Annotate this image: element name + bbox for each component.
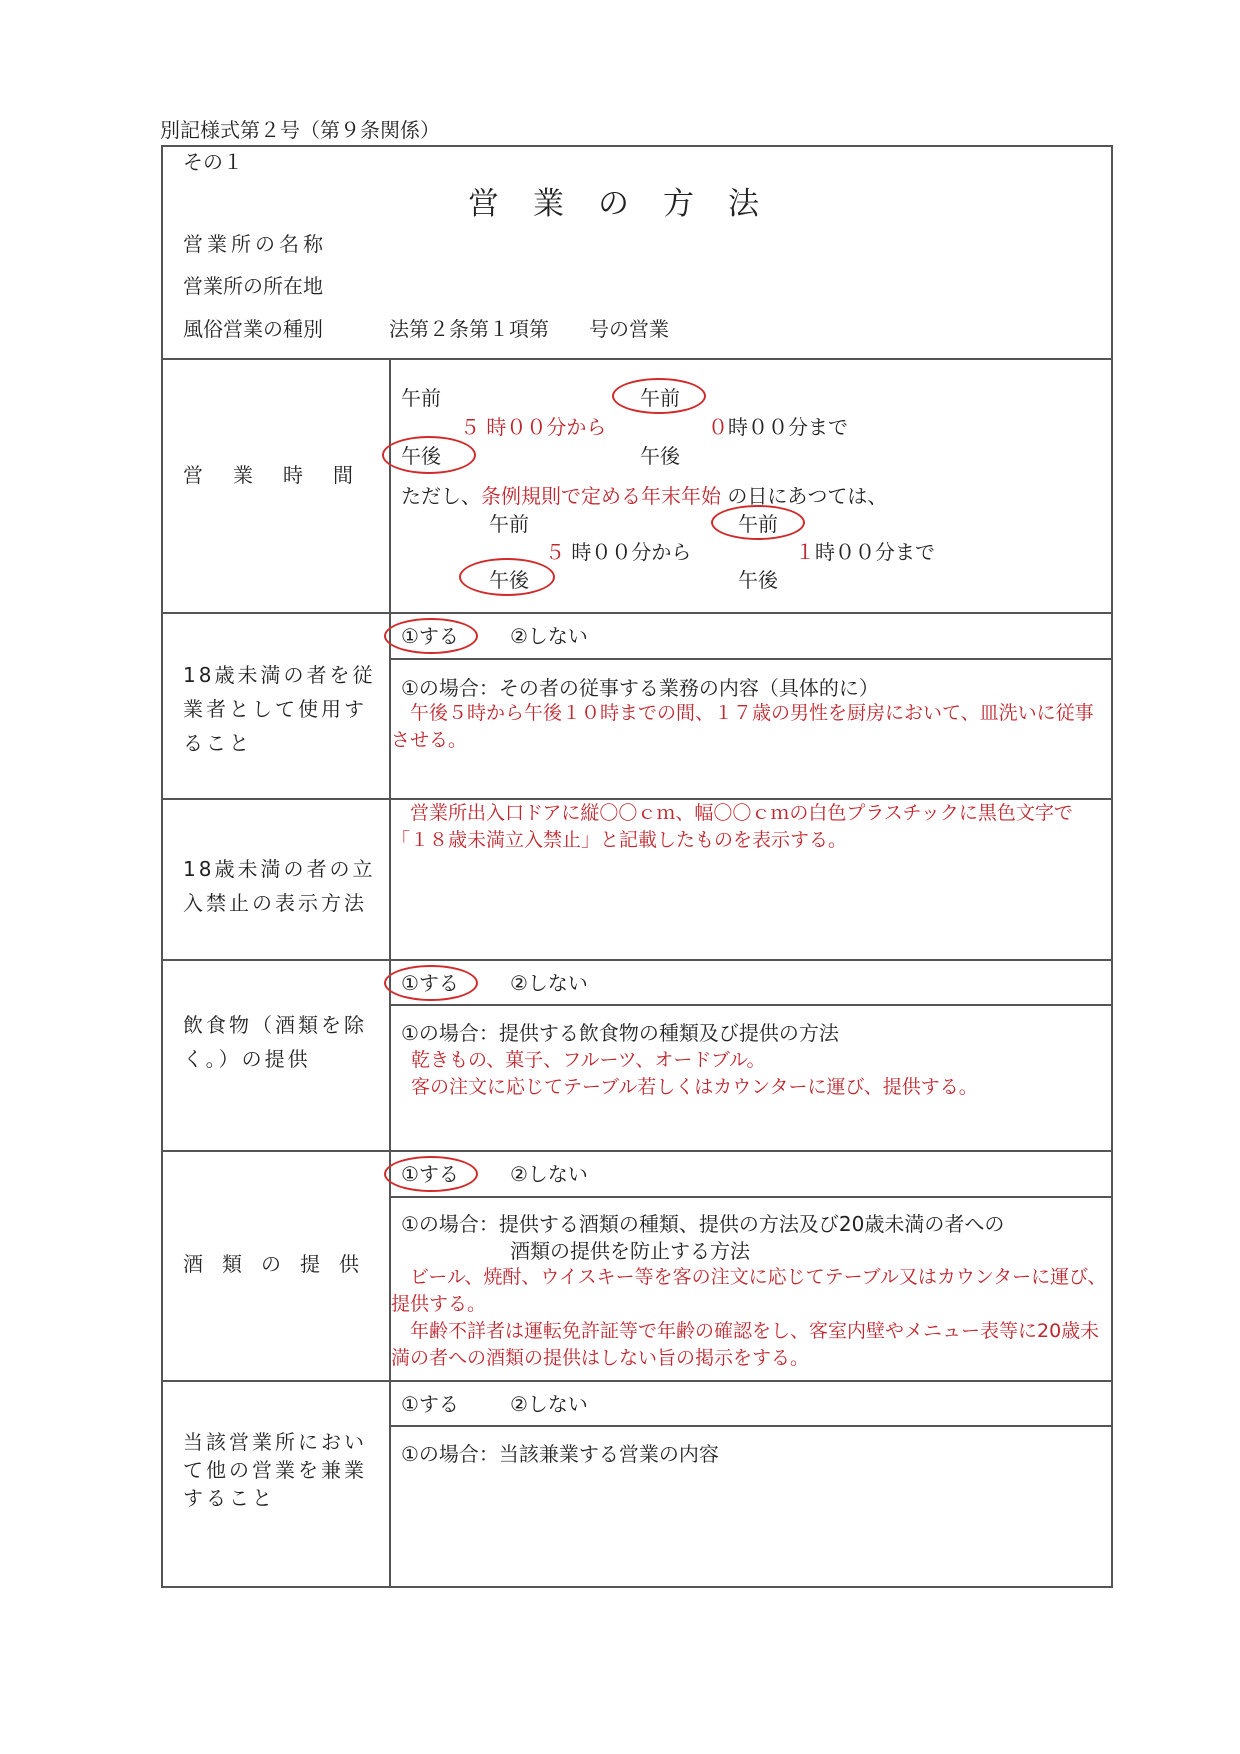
exception-line: ただし、条例規則で定める年末年始 の日にあつては、 [401, 484, 888, 508]
choice-yes: ①する [401, 1392, 459, 1416]
alcohol-case-line-2: 酒類の提供を防止する方法 [510, 1239, 750, 1263]
hours-label: 営業時間 [183, 463, 383, 487]
choice-no: ②しない [510, 624, 588, 648]
alcohol-detail-1: ビール、焼酎、ウイスキー等を客の注文に応じてテーブル又はカウンターに運び、提供する。 [391, 1266, 1107, 1315]
pm-option: 午後 [640, 444, 680, 468]
close-time: ０時００分まで [708, 415, 848, 439]
pm-option: 午後 [738, 568, 778, 592]
pm-option: 午後 [489, 568, 529, 592]
choice-no: ②しない [510, 1392, 588, 1416]
am-option: 午前 [738, 512, 778, 536]
minors-display-label: 18歳未満の者の立入禁止の表示方法 [183, 857, 376, 915]
selection-circle [384, 618, 478, 654]
sub-divider [389, 658, 1113, 660]
food-label: 飲食物（酒類を除く。）の提供 [183, 1013, 367, 1071]
minors-employ-label: 18歳未満の者を従業者として使用すること [183, 663, 376, 755]
row-divider [161, 959, 1113, 961]
other-business-case: ①の場合：当該兼業する営業の内容 [401, 1442, 719, 1466]
pm-option: 午後 [401, 444, 441, 468]
alcohol-label: 酒類の提供 [183, 1252, 378, 1276]
special-close-time: １時００分まで [795, 540, 935, 564]
selection-circle [459, 558, 555, 596]
minors-display-detail: 営業所出入口ドアに縦〇〇ｃｍ、幅〇〇ｃｍの白色プラスチックに黒色文字で「１８歳未満立入禁止」と記載したものを表示する。 [391, 802, 1073, 851]
row-divider [161, 1150, 1113, 1152]
alcohol-detail-2: 年齢不詳者は運転免許証等で年齢の確認をし、客室内壁やメニュー表等に20歳未満の者への酒類の提供はしない旨の掲示をする。 [391, 1320, 1100, 1369]
other-business-label: 当該営業所において他の営業を兼業すること [183, 1430, 367, 1510]
selection-circle [612, 378, 706, 414]
choice-no: ②しない [510, 1162, 588, 1186]
sub-divider [389, 1004, 1113, 1006]
page-title: 営業の方法 [468, 186, 793, 222]
frame-bottom [161, 1586, 1113, 1588]
food-detail-1: 乾きもの、菓子、フルーツ、オードブル。 [411, 1049, 766, 1071]
office-location-label: 営業所の所在地 [183, 274, 323, 298]
office-name-label: 営業所の名称 [183, 232, 327, 256]
alcohol-case-line-1: ①の場合：提供する酒類の種類、提供の方法及び20歳未満の者への [401, 1212, 1005, 1236]
row-divider [161, 358, 1113, 360]
selection-circle [382, 436, 476, 474]
frame-top [161, 145, 1113, 147]
am-option: 午前 [489, 512, 529, 536]
row-divider [161, 612, 1113, 614]
food-case: ①の場合：提供する飲食物の種類及び提供の方法 [401, 1021, 839, 1045]
am-option: 午前 [640, 386, 680, 410]
minors-employ-case: ①の場合：その者の従事する業務の内容（具体的に） [401, 676, 879, 700]
minors-employ-detail: 午後５時から午後１０時までの間、１７歳の男性を厨房において、皿洗いに従事させる。 [391, 702, 1094, 751]
choice-no: ②しない [510, 971, 588, 995]
selection-circle [384, 1156, 478, 1192]
am-option: 午前 [401, 386, 441, 410]
choice-yes: ①する [401, 1162, 459, 1186]
choice-yes: ①する [401, 624, 459, 648]
selection-circle [711, 505, 805, 540]
food-detail-2: 客の注文に応じてテーブル若しくはカウンターに運び、提供する。 [411, 1076, 978, 1098]
sub-divider [389, 1425, 1113, 1427]
business-type-label: 風俗営業の種別 [183, 317, 323, 341]
business-type-value: 法第２条第１項第 号の営業 [389, 317, 669, 341]
special-open-time: ５ 時００分から [545, 540, 692, 564]
choice-yes: ①する [401, 971, 459, 995]
frame-left [161, 145, 163, 1588]
sub-divider [389, 1196, 1113, 1198]
form-number: 別記様式第２号（第９条関係） [160, 118, 440, 142]
sono-label: その１ [183, 150, 243, 174]
selection-circle [384, 965, 478, 1001]
row-divider [161, 1380, 1113, 1382]
frame-right [1111, 145, 1113, 1588]
open-time: ５ 時００分から [460, 415, 607, 439]
